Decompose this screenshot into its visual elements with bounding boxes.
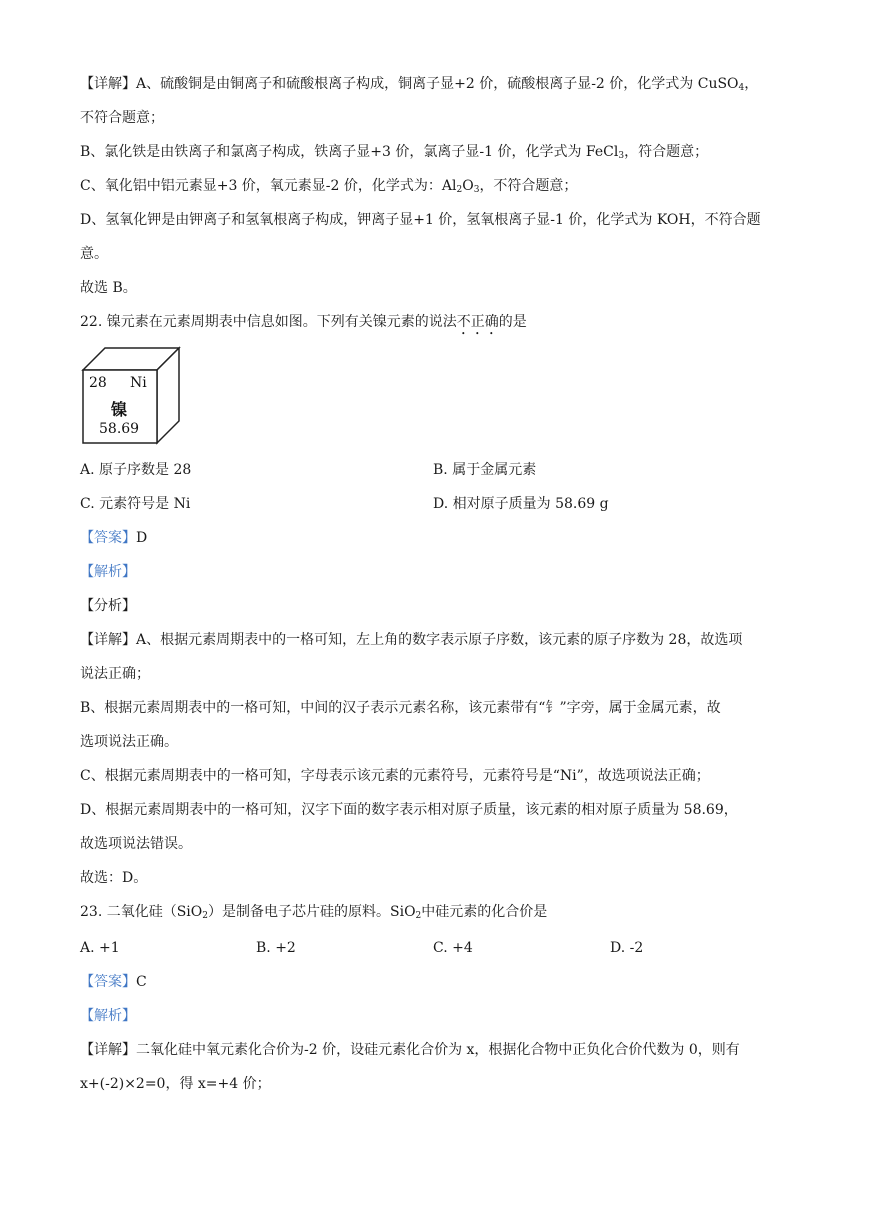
q21-choice: 故选 B。: [80, 280, 137, 296]
q21-a-end: ，: [744, 76, 759, 92]
q22-detail-c1: C、根据元素周期表中的一格可知，字母表示该元素的元素符号，元素符号是“Ni”，故选项说法正确；: [80, 768, 710, 784]
detail-tag: 【详解】: [80, 632, 136, 648]
element-symbol: Ni: [130, 375, 147, 391]
q22-analysis-tag: 【解析】: [80, 564, 136, 580]
q22-detail-a: [80, 630, 742, 650]
q21-b-text: B、氯化铁是由铁离子和氯离子构成，铁离子显+3 价，氯离子显-1 价，化学式为 FeCl: [80, 144, 619, 160]
q23-detail-1: [80, 1040, 740, 1060]
q21-b-end: ，符合题意；: [624, 144, 709, 160]
q21-c-text: C、氧化铝中铝元素显+3 价，氧元素显-2 价，化学式为：Al: [80, 178, 457, 194]
detail-tag: 【详解】: [80, 1042, 136, 1058]
q23-stem-c: 中硅元素的化合价是: [421, 904, 548, 920]
q22-detail-b1: B、根据元素周期表中的一格可知，中间的汉子表示元素名称，该元素带有“钅”字旁，属于金属元素，故: [80, 700, 721, 716]
answer-tag: 【答案】: [80, 530, 136, 546]
element-name: 镍: [111, 400, 128, 419]
element-atomic-number: 28: [89, 375, 107, 391]
q22-fenxi-tag: 【分析】: [80, 598, 136, 614]
q23-stem-a: 23. 二氧化硅（SiO: [80, 904, 203, 920]
q22-option-d: D. 相对原子质量为 58.69 g: [433, 496, 609, 512]
q21-detail-a-cont: 不符合题意；: [80, 110, 164, 126]
q23-stem: [80, 902, 547, 922]
q22-stem-emphasis: 不正确: [456, 314, 499, 330]
q21-detail-b: [80, 142, 708, 162]
q21-detail-a: [80, 74, 758, 94]
q23-stem-b: ）是制备电子芯片硅的原料。SiO: [208, 904, 416, 920]
q23-option-c: C. +4: [433, 940, 473, 956]
q22-answer: [80, 528, 147, 548]
q22-stem: [80, 312, 527, 338]
q22-detail-d1: D、根据元素周期表中的一格可知，汉字下面的数字表示相对原子质量，该元素的相对原子质量为 58.69，: [80, 802, 738, 818]
q21-c-end: ，不符合题意；: [479, 178, 578, 194]
q21-c-mid: O: [462, 178, 474, 194]
q23-stem-sub2: 2: [415, 911, 422, 921]
q21-detail-d-cont: 意。: [80, 246, 108, 262]
q21-detail-d: D、氢氧化钾是由钾离子和氢氧根离子构成，钾离子显+1 价，氢氧根离子显-1 价，化学式为 KOH，不符合题: [80, 212, 761, 228]
q22-choice: 故选：D。: [80, 870, 148, 886]
q21-a-text: A、硫酸铜是由铜离子和硫酸根离子构成，铜离子显+2 价，硫酸根离子显-2 价，化学式为 CuSO: [136, 76, 739, 92]
answer-tag: 【答案】: [80, 974, 136, 990]
q23-option-b: B. +2: [256, 940, 296, 956]
q21-c-sub2: 3: [473, 185, 480, 195]
q23-detail-2: x+(-2)×2=0，得 x=+4 价；: [80, 1076, 271, 1092]
q22-detail-a2: 说法正确；: [80, 666, 150, 682]
detail-tag: 【详解】: [80, 76, 136, 92]
q22-option-c: C. 元素符号是 Ni: [80, 496, 191, 512]
answer-value: C: [136, 974, 147, 990]
q22-detail-d2: 故选项说法错误。: [80, 836, 192, 852]
q22-a1: A、根据元素周期表中的一格可知，左上角的数字表示原子序数，该元素的原子序数为 28，故选项: [136, 632, 743, 648]
q21-detail-c: [80, 176, 577, 196]
q23-stem-sub1: 2: [202, 911, 208, 921]
q22-option-b: B. 属于金属元素: [433, 462, 537, 478]
q23-d1: 二氧化硅中氧元素化合价为-2 价，设硅元素化合价为 x，根据化合物中正负化合价代数为 0，则有: [136, 1042, 740, 1058]
q21-a-sub: 4: [738, 83, 745, 93]
q23-answer: [80, 972, 147, 992]
q22-detail-b2: 选项说法正确。: [80, 734, 178, 750]
element-atomic-mass: 58.69: [99, 421, 140, 437]
nickel-element-cell: [80, 345, 182, 445]
q23-option-d: D. -2: [610, 940, 644, 956]
q22-stem-before: 22. 镍元素在元素周期表中信息如图。下列有关镍元素的说法: [80, 314, 457, 330]
q21-b-sub: 3: [618, 151, 625, 161]
q23-option-a: A. +1: [80, 940, 120, 956]
q22-option-a: A. 原子序数是 28: [80, 462, 192, 478]
q22-stem-after: 的是: [498, 314, 527, 330]
q23-analysis-tag: 【解析】: [80, 1008, 136, 1024]
answer-value: D: [136, 530, 148, 546]
q21-c-sub1: 2: [456, 185, 463, 195]
